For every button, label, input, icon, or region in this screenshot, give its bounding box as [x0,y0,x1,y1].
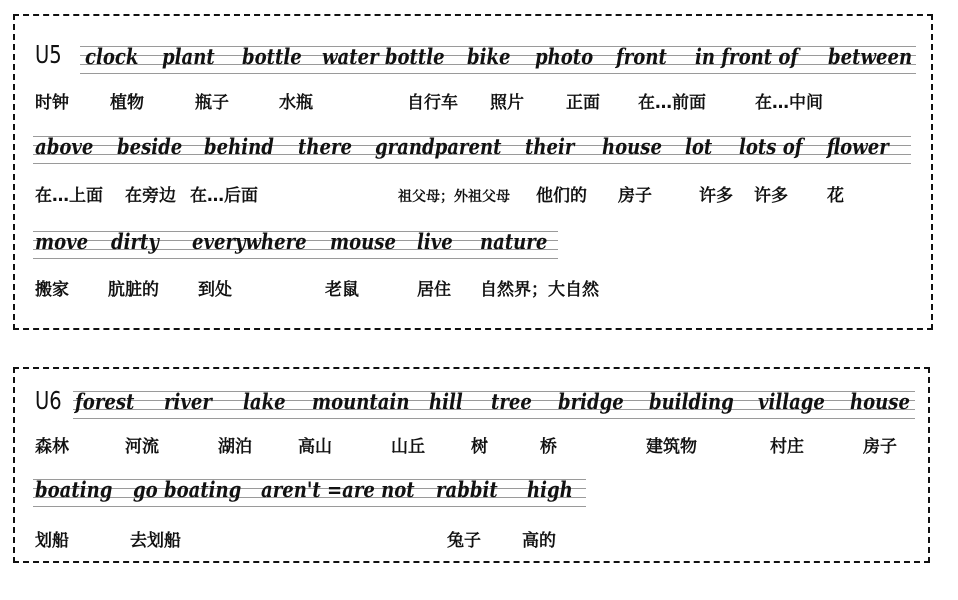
english-word: river [164,389,212,414]
chinese-meaning: 自行车 [407,93,458,113]
chinese-meaning: 高的 [522,531,556,551]
english-word: bridge [558,389,624,414]
chinese-meaning: 湖泊 [218,437,252,457]
english-word: aren't =are not [261,477,415,502]
english-word: lot [685,134,713,159]
english-word: mountain [312,389,410,414]
unit5-box [13,14,933,330]
english-word: move [35,229,89,254]
unit6-box [13,367,930,563]
chinese-meaning: 在…后面 [190,186,258,206]
english-word: beside [117,134,183,159]
english-word: mouse [330,229,396,254]
chinese-meaning: 高山 [298,437,332,457]
chinese-meaning: 河流 [125,437,159,457]
english-word: flower [827,134,889,159]
chinese-meaning: 许多 [699,186,733,206]
chinese-meaning: 居住 [417,280,451,300]
english-word: rabbit [436,477,498,502]
english-word: tree [491,389,532,414]
chinese-meaning: 水瓶 [279,93,313,113]
chinese-meaning: 去划船 [130,531,181,551]
chinese-meaning: 在…上面 [35,186,103,206]
chinese-meaning: 建筑物 [646,437,697,457]
english-word: boating [35,477,113,502]
english-word: everywhere [192,229,307,254]
english-word: hill [429,389,463,414]
chinese-meaning: 房子 [618,186,652,206]
chinese-meaning: 自然界；大自然 [480,280,599,300]
english-word: dirty [111,229,159,254]
english-word: lots of [739,134,803,159]
chinese-meaning: 在旁边 [125,186,176,206]
english-word: front [616,44,667,69]
english-word: high [527,477,573,502]
chinese-meaning: 在…中间 [755,93,823,113]
chinese-meaning: 照片 [490,93,524,113]
english-word: in front of [695,44,799,69]
chinese-meaning: 到处 [198,280,232,300]
chinese-meaning: 花 [827,186,844,206]
english-word: above [35,134,94,159]
chinese-meaning: 村庄 [770,437,804,457]
chinese-meaning: 瓶子 [195,93,229,113]
unit-label: U6 [35,386,62,415]
english-word: bike [467,44,511,69]
chinese-meaning: 山丘 [391,437,425,457]
english-word: house [850,389,910,414]
chinese-meaning: 祖父母；外祖父母 [398,189,510,205]
english-word: building [649,389,734,414]
english-word: forest [75,389,135,414]
english-word: water bottle [322,44,445,69]
english-word: photo [535,44,594,69]
english-word: plant [162,44,215,69]
english-word: go boating [133,477,242,502]
chinese-meaning: 植物 [110,93,144,113]
chinese-meaning: 他们的 [536,186,587,206]
chinese-meaning: 在…前面 [638,93,706,113]
english-word: lake [243,389,286,414]
english-word: nature [480,229,548,254]
chinese-meaning: 桥 [540,437,557,457]
chinese-meaning: 房子 [863,437,897,457]
english-word: village [758,389,825,414]
english-word: between [828,44,913,69]
chinese-meaning: 树 [471,437,488,457]
english-word: bottle [242,44,302,69]
chinese-meaning: 搬家 [35,280,69,300]
english-word: live [417,229,453,254]
unit-label: U5 [35,40,62,69]
chinese-meaning: 兔子 [447,531,481,551]
chinese-meaning: 正面 [566,93,600,113]
english-word: clock [85,44,139,69]
english-word: house [602,134,662,159]
chinese-meaning: 老鼠 [325,280,359,300]
english-word: their [525,134,575,159]
chinese-meaning: 时钟 [35,93,69,113]
chinese-meaning: 许多 [754,186,788,206]
chinese-meaning: 划船 [35,531,69,551]
chinese-meaning: 肮脏的 [108,280,159,300]
english-word: behind [204,134,274,159]
english-word: there [298,134,352,159]
chinese-meaning: 森林 [35,437,69,457]
english-word: grandparent [375,134,502,159]
